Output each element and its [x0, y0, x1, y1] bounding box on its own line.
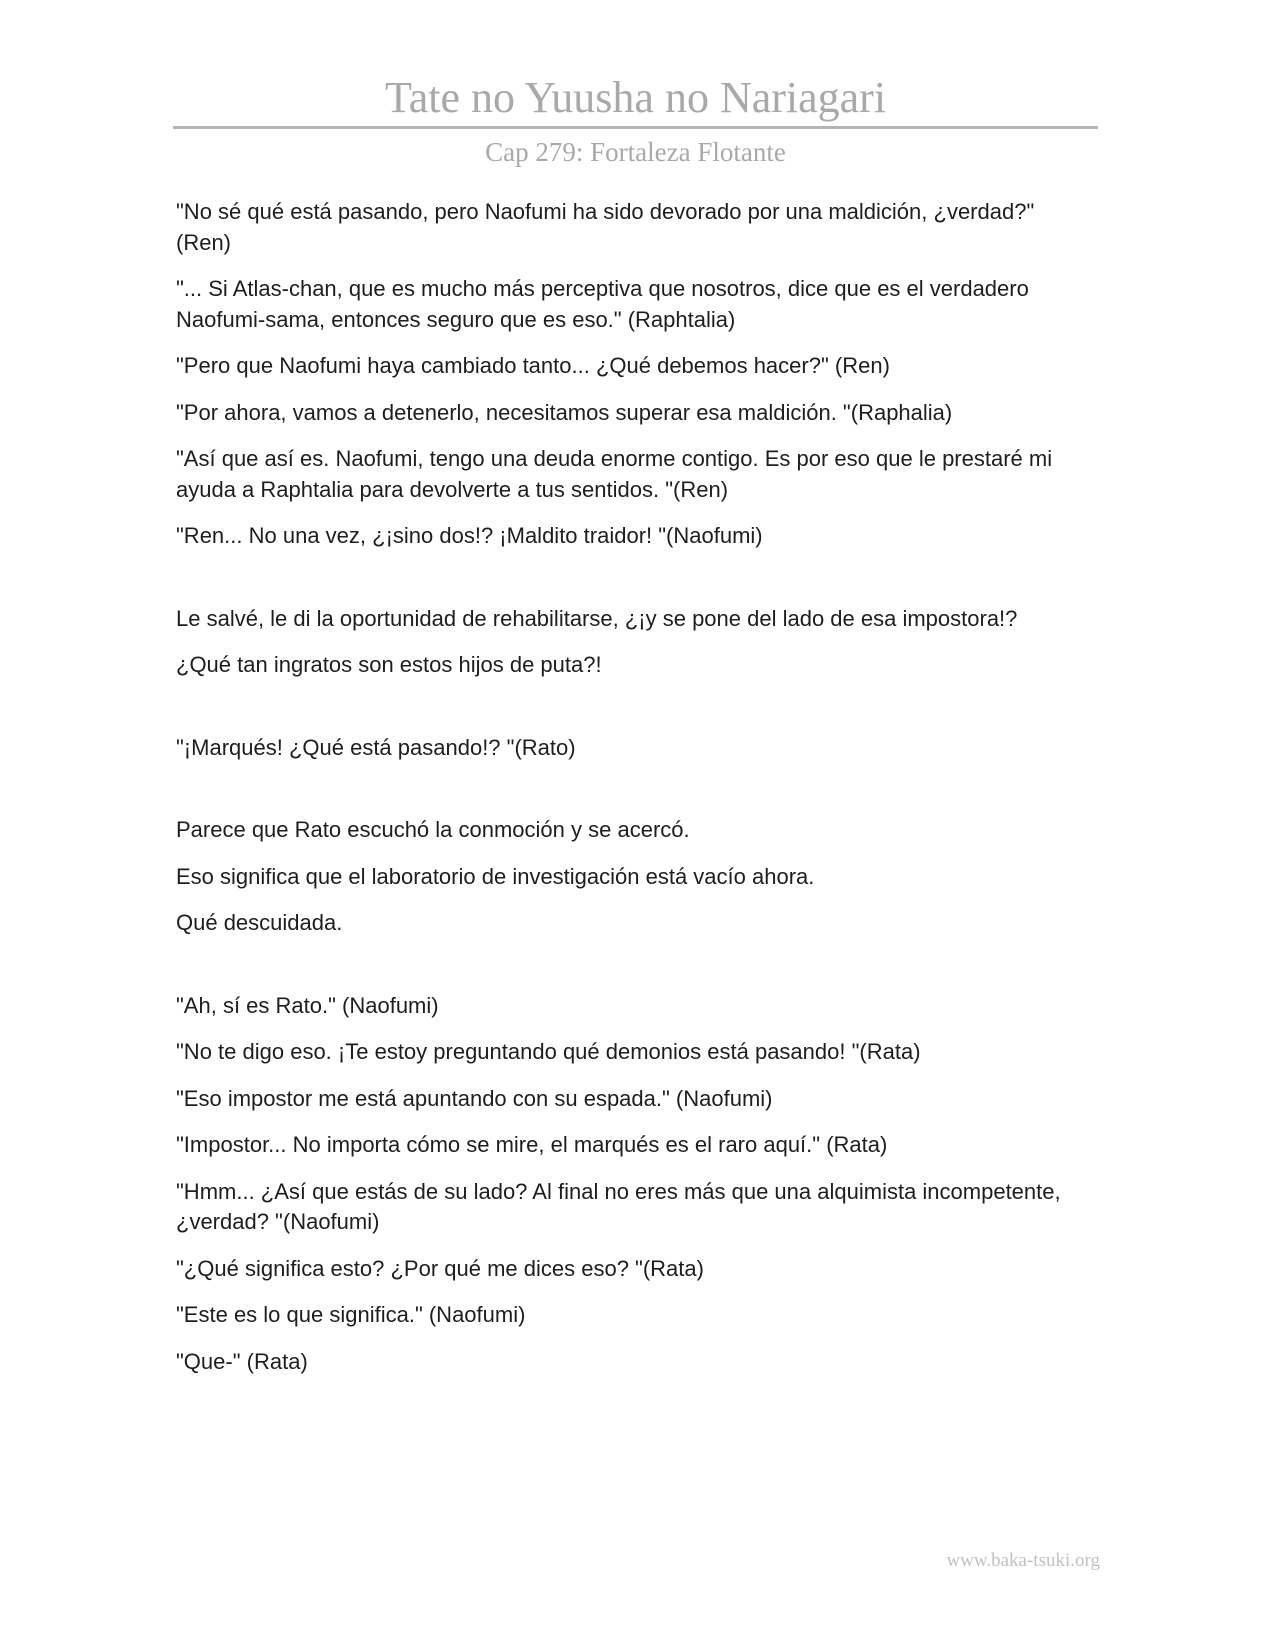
paragraph: "Este es lo que significa." (Naofumi)	[176, 1302, 526, 1327]
paragraph: "Eso impostor me está apuntando con su espada." (Naofumi)	[176, 1085, 773, 1111]
paragraph: "¡Marqués! ¿Qué está pasando!? "(Rato)	[176, 734, 576, 760]
title-divider	[173, 126, 1098, 129]
paragraph: "Ren... No una vez, ¿¡sino dos!? ¡Maldito traidor! "(Naofumi)	[176, 523, 763, 548]
paragraph: Parece que Rato escuchó la conmoción y se acercó.	[176, 817, 690, 842]
paragraph: "Hmm... ¿Así que estás de su lado? Al final no eres más que una alquimista incompetente, ¿verdad? "(Naofumi)	[176, 1178, 1061, 1234]
footer-url: www.baka-tsuki.org	[946, 1550, 1100, 1571]
page-header	[173, 70, 1098, 172]
document-title: Tate no Yuusha no Nariagari	[384, 73, 887, 122]
paragraph: ¿Qué tan ingratos son estos hijos de puta?!	[176, 652, 602, 677]
paragraph: "Impostor... No importa cómo se mire, el marqués es el raro aquí." (Rata)	[176, 1132, 888, 1157]
paragraph: "Pero que Naofumi haya cambiado tanto... ¿Qué debemos hacer?" (Ren)	[176, 353, 890, 378]
paragraph: Qué descuidada.	[176, 910, 343, 935]
paragraph: "No sé qué está pasando, pero Naofumi ha sido devorado por una maldición, ¿verdad?" (Ren)	[176, 199, 1035, 255]
paragraph: "Que-" (Rata)	[176, 1348, 308, 1374]
paragraph: Eso significa que el laboratorio de investigación está vacío ahora.	[176, 863, 815, 889]
paragraph: "Por ahora, vamos a detenerlo, necesitamos superar esa maldición. "(Raphalia)	[176, 399, 953, 425]
paragraph: Le salvé, le di la oportunidad de rehabilitarse, ¿¡y se pone del lado de esa impostora!?	[176, 605, 1018, 631]
paragraph: "... Si Atlas-chan, que es mucho más perceptiva que nosotros, dice que es el verdadero Naofumi-sama, entonces seguro que es eso." (Raphtalia)	[176, 276, 1029, 332]
paragraph: "Así que así es. Naofumi, tengo una deuda enorme contigo. Es por eso que le prestaré mi ayuda a Raphtalia para devolverte a tus sentidos. "(Ren)	[176, 446, 1053, 502]
paragraph: "No te digo eso. ¡Te estoy preguntando qué demonios está pasando! "(Rata)	[176, 1039, 921, 1064]
chapter-subtitle: Cap 279: Fortaleza Flotante	[485, 137, 786, 167]
paragraph: "¿Qué significa esto? ¿Por qué me dices eso? "(Rata)	[176, 1255, 704, 1281]
paragraph: "Ah, sí es Rato." (Naofumi)	[176, 992, 439, 1018]
body-text	[176, 197, 1086, 1393]
